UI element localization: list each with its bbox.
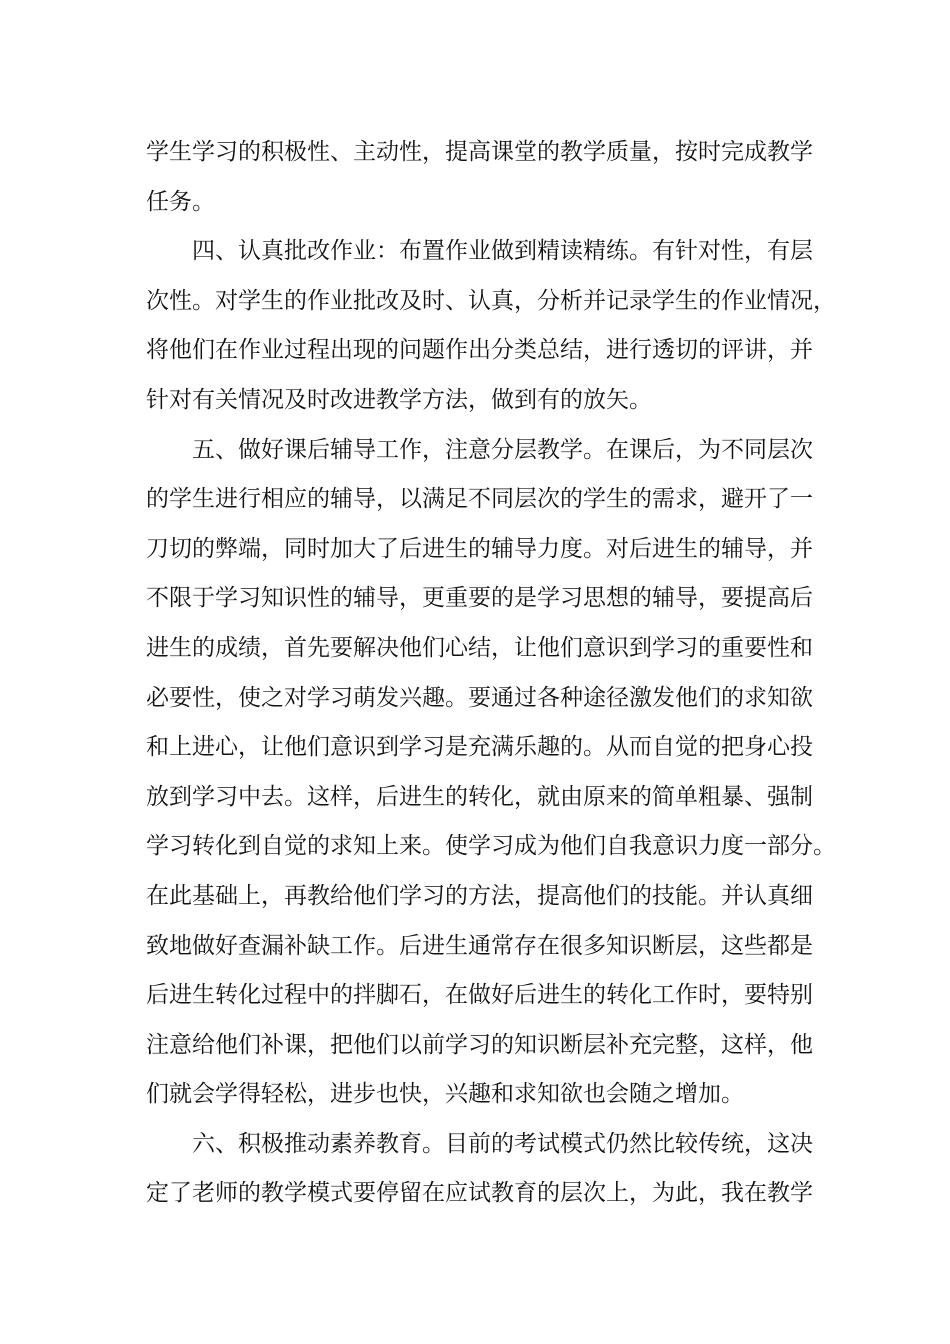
text-line: 刀切的弊端，同时加大了后进生的辅导力度。对后进生的辅导，并 [146,535,813,562]
text-line: 和上进心，让他们意识到学习是充满乐趣的。从而自觉的把身心投 [146,734,813,761]
text-line: 在此基础上，再教给他们学习的方法，提高他们的技能。并认真细 [146,882,813,909]
text-line: 学生学习的积极性、主动性，提高课堂的教学质量，按时完成教学 [146,139,813,165]
text-line: 注意给他们补课，把他们以前学习的知识断层补充完整，这样，他 [146,1031,813,1058]
text-line: 必要性，使之对学习萌发兴趣。要通过各种途径激发他们的求知欲 [146,684,813,711]
paragraph-start-line: 六、积极推动素养教育。目前的考试模式仍然比较传统，这决 [192,1130,813,1157]
text-line: 任务。 [146,188,215,215]
document-body [146,128,836,1219]
text-line: 们就会学得轻松，进步也快，兴趣和求知欲也会随之增加。 [146,1081,744,1108]
text-line: 的学生进行相应的辅导，以满足不同层次的学生的需求，避开了一 [146,486,813,513]
paragraph-start-line: 五、做好课后辅导工作，注意分层教学。在课后，为不同层次 [192,436,813,463]
text-line: 学习转化到自觉的求知上来。使学习成为他们自我意识力度一部分。 [146,833,836,860]
text-line: 针对有关情况及时改进教学方法，做到有的放矢。 [146,386,652,413]
paragraph-start-line: 四、认真批改作业：布置作业做到精读精练。有针对性，有层 [192,238,813,265]
text-line: 进生的成绩，首先要解决他们心结，让他们意识到学习的重要性和 [146,634,813,661]
text-line: 放到学习中去。这样，后进生的转化，就由原来的简单粗暴、强制 [146,783,813,810]
text-line: 不限于学习知识性的辅导，更重要的是学习思想的辅导，要提高后 [146,585,813,612]
text-line: 定了老师的教学模式要停留在应试教育的层次上，为此，我在教学 [146,1180,813,1207]
text-line: 将他们在作业过程出现的问题作出分类总结，进行透切的评讲，并 [146,337,813,364]
text-line: 次性。对学生的作业批改及时、认真，分析并记录学生的作业情况， [146,287,836,314]
text-line: 后进生转化过程中的拌脚石，在做好后进生的转化工作时，要特别 [146,982,813,1009]
text-line: 致地做好查漏补缺工作。后进生通常存在很多知识断层，这些都是 [146,932,813,959]
